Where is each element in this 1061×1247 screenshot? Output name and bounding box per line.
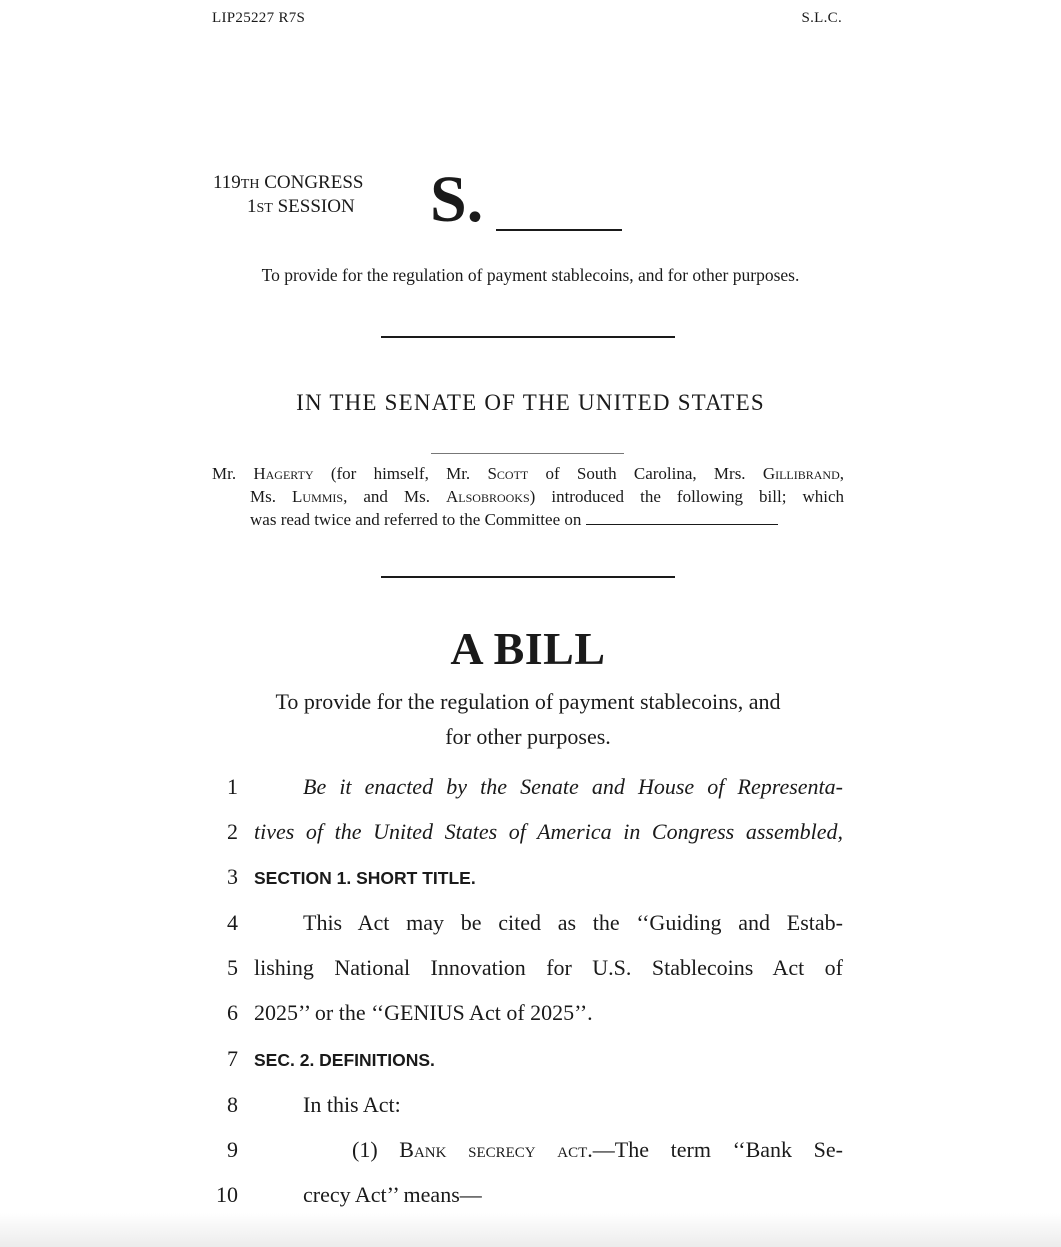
session-line: 1ST SESSION <box>247 196 355 217</box>
line-number: 9 <box>227 1137 238 1162</box>
line-number: 10 <box>216 1182 238 1207</box>
bill-line-5 <box>0 955 1061 985</box>
sponsors-line-2: Ms. Lummis, and Ms. Alsobrooks) introduced the following bill; which <box>250 487 845 506</box>
divider-rule-thin <box>431 453 624 454</box>
document-id: LIP25227 R7S <box>212 10 306 26</box>
term-heading: Bank secrecy act <box>399 1137 588 1162</box>
bill-number-prefix: S. <box>430 163 484 236</box>
bill-line-6 <box>0 1000 1061 1030</box>
slc-label: S.L.C. <box>801 10 842 26</box>
line-number: 4 <box>227 910 238 935</box>
sponsors-block <box>212 462 844 531</box>
bill-number-blank <box>496 229 622 231</box>
line-text: crecy Act’’ means— <box>303 1182 482 1207</box>
line-number: 6 <box>227 1000 238 1025</box>
page-bottom-shade <box>0 1213 1061 1247</box>
bill-line-9 <box>0 1137 1061 1167</box>
bill-line-4 <box>0 910 1061 940</box>
bill-line-7 <box>0 1046 1061 1076</box>
senate-heading: IN THE SENATE OF THE UNITED STATES <box>296 390 765 415</box>
line-number: 2 <box>227 819 238 844</box>
bill-line-2 <box>0 819 1061 849</box>
purpose-long: To provide for the regulation of payment stablecoins, and for other purposes. <box>275 689 781 749</box>
line-text: This Act may be cited as the ‘‘Guiding and Estab- <box>303 910 843 935</box>
bill-line-10 <box>0 1182 1061 1212</box>
line-text: (1) Bank secrecy act.—The term ‘‘Bank Se- <box>352 1137 843 1162</box>
line-text: lishing National Innovation for U.S. Stablecoins Act of <box>254 955 843 980</box>
line-text: 2025’’ or the ‘‘GENIUS Act of 2025’’. <box>254 1000 593 1025</box>
line-text: tives of the United States of America in Congress assembled, <box>254 819 843 844</box>
sponsors-line-1: Mr. Hagerty (for himself, Mr. Scott of South Carolina, Mrs. Gillibrand, <box>212 464 845 483</box>
line-text: In this Act: <box>303 1092 401 1117</box>
line-number: 1 <box>227 774 238 799</box>
congress-line: 119TH CONGRESS <box>213 172 364 193</box>
section-heading: SECTION 1. SHORT TITLE. <box>254 868 476 888</box>
a-bill-title: A BILL <box>450 623 606 674</box>
sponsors-line-3: was read twice and referred to the Committee on <box>212 508 844 531</box>
purpose-short: To provide for the regulation of payment stablecoins, and for other purposes. <box>261 265 800 285</box>
line-number: 5 <box>227 955 238 980</box>
line-text: Be it enacted by the Senate and House of Representa- <box>303 774 843 799</box>
line-number: 3 <box>227 864 238 889</box>
bill-line-8 <box>0 1092 1061 1122</box>
line-number: 8 <box>227 1092 238 1117</box>
bill-line-1 <box>0 774 1061 804</box>
line-number: 7 <box>227 1046 238 1071</box>
divider-rule <box>381 336 675 338</box>
congress-session-block <box>213 172 363 220</box>
committee-blank <box>586 510 778 525</box>
section-heading: SEC. 2. DEFINITIONS. <box>254 1050 435 1070</box>
divider-rule <box>381 576 675 578</box>
bill-line-3 <box>0 864 1061 894</box>
